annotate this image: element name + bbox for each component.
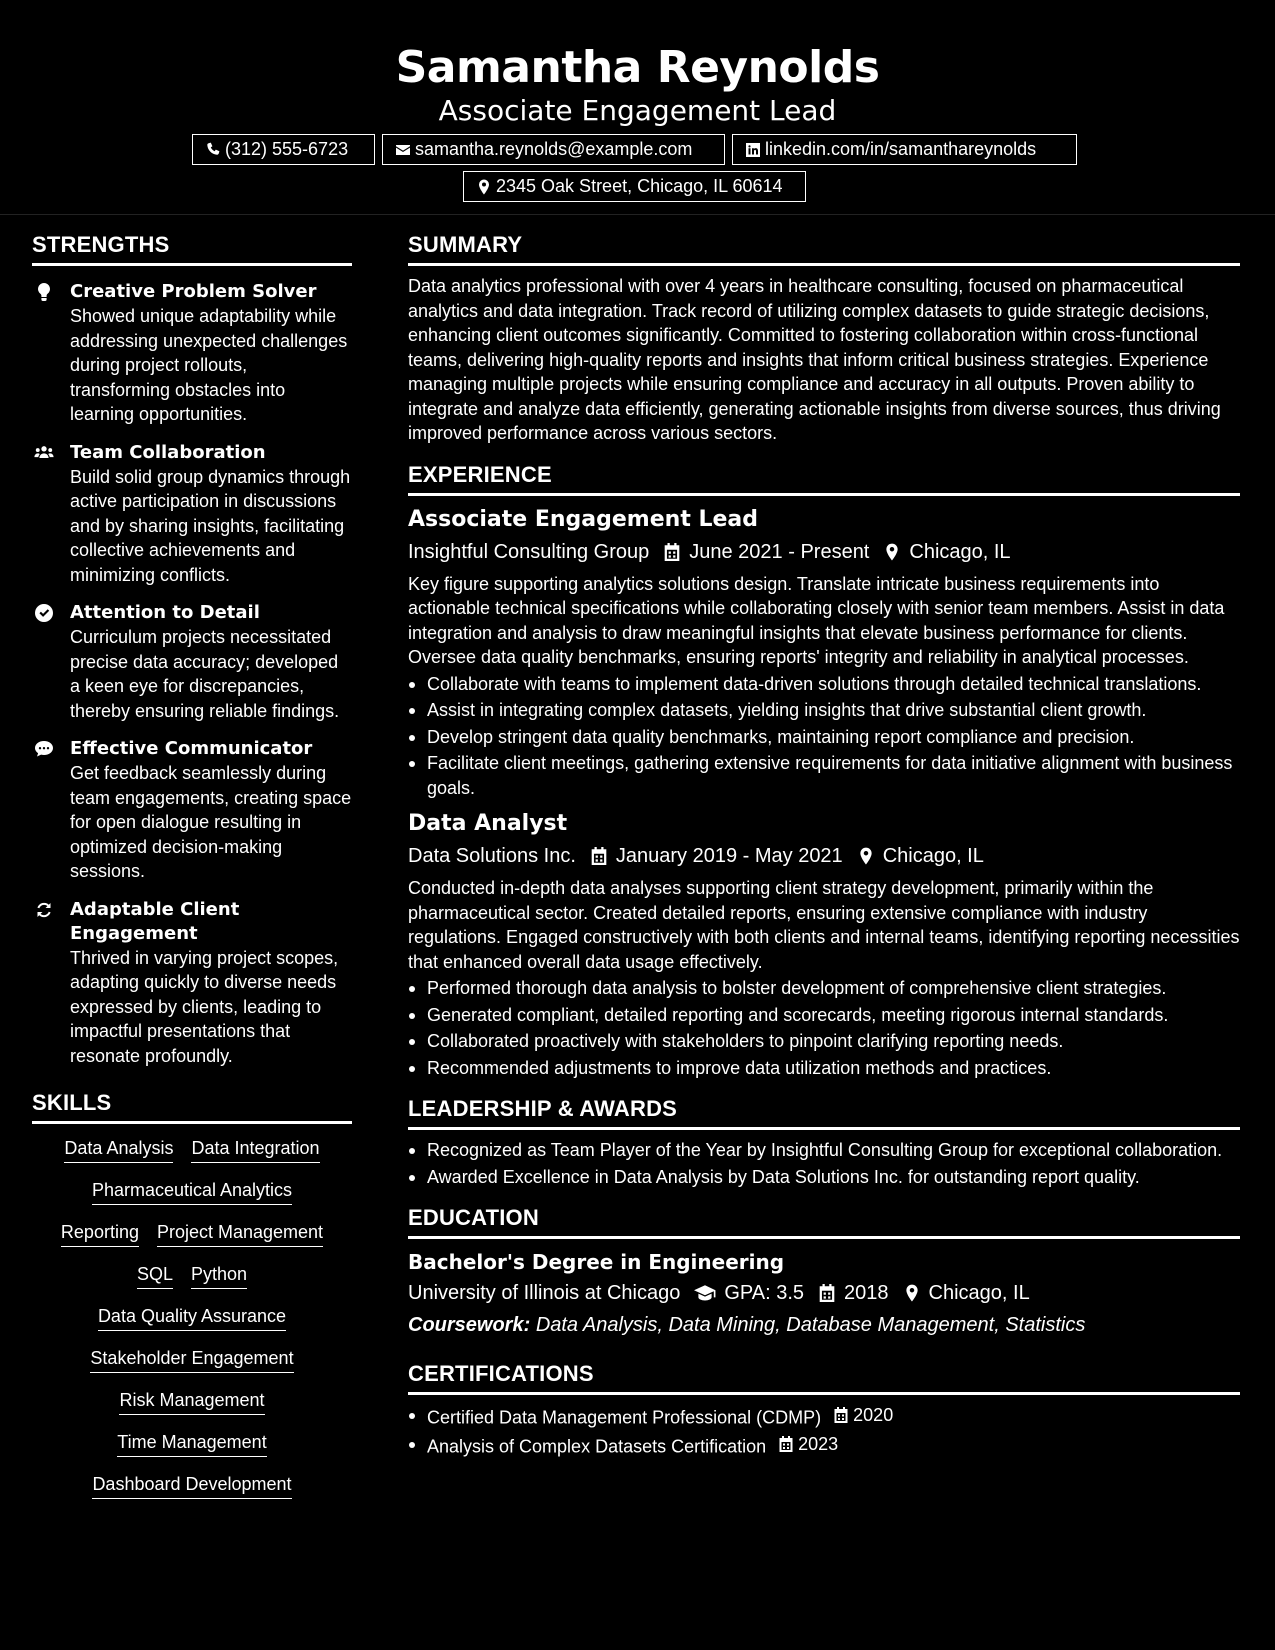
candidate-title: Associate Engagement Lead — [438, 94, 837, 127]
map-marker-icon — [857, 847, 875, 865]
job-description: Key figure supporting analytics solutions design. Translate intricate business requirements into actionable technical specifications while collaborating closely with senior team members. Assist in data integration and analysis to draw meaningful insights that elevate business performance for clients. Oversee data quality benchmarks, ensuring reports' integrity and reliability in analytical processes. — [408, 573, 1225, 667]
skill-row — [32, 1262, 352, 1289]
education-location: Chicago, IL — [928, 1282, 1030, 1304]
phone-icon — [205, 142, 221, 158]
map-marker-icon — [903, 1284, 921, 1302]
job-location: Chicago, IL — [882, 845, 984, 867]
calendar-icon — [833, 1407, 849, 1423]
skill-tag: Project Management — [157, 1220, 323, 1247]
awards-heading: LEADERSHIP & AWARDS — [408, 1096, 1240, 1130]
certification-name: Certified Data Management Professional (CDMP) — [427, 1407, 822, 1428]
strength-title: Creative Problem Solver — [70, 281, 317, 302]
users-icon — [34, 443, 54, 463]
coursework-list: Data Analysis, Data Mining, Database Management, Statistics — [535, 1314, 1086, 1336]
skill-row — [32, 1304, 352, 1331]
job-bullet: Assist in integrating complex datasets, yielding insights that drive substantial client growth. — [408, 698, 1240, 723]
skill-tag: Stakeholder Engagement — [90, 1346, 293, 1373]
certification-year-wrap — [833, 1403, 893, 1428]
job-title: Data Analyst — [408, 811, 568, 836]
skill-tag: SQL — [137, 1262, 173, 1289]
awards-list — [408, 1138, 1240, 1189]
skill-tag: Python — [191, 1262, 247, 1289]
candidate-name: Samantha Reynolds — [395, 42, 880, 93]
certification-year: 2023 — [798, 1433, 839, 1454]
skill-tag: Reporting — [61, 1220, 139, 1247]
skill-row — [32, 1136, 352, 1163]
check-circle-icon — [34, 603, 54, 623]
skill-tag: Data Quality Assurance — [98, 1304, 286, 1331]
job-bullet: Develop stringent data quality benchmarks, maintaining report compliance and precision. — [408, 725, 1240, 750]
job-company: Data Solutions Inc. — [408, 845, 576, 867]
skill-tag: Time Management — [117, 1430, 266, 1457]
strength-desc: Showed unique adaptability while addressing unexpected challenges during project rollouts, transforming obstacles into learning opportunities. — [70, 306, 348, 424]
job-bullet: Generated compliant, detailed reporting and scorecards, meeting rigorous internal standards. — [408, 1003, 1240, 1028]
resume-header — [0, 0, 1275, 215]
job-bullet: Collaborated proactively with stakeholders to pinpoint clarifying reporting needs. — [408, 1029, 1240, 1054]
skill-row — [32, 1388, 352, 1415]
job-bullets — [408, 976, 1240, 1080]
skill-row — [32, 1430, 352, 1457]
certifications-heading: CERTIFICATIONS — [408, 1361, 1240, 1395]
job-entry — [408, 506, 1240, 801]
skill-tag: Data Integration — [191, 1136, 319, 1163]
linkedin-icon — [745, 142, 761, 158]
email-text: samantha.reynolds@example.com — [415, 139, 693, 159]
award-item: Awarded Excellence in Data Analysis by Data Solutions Inc. for outstanding report quality. — [408, 1165, 1240, 1190]
address-text: 2345 Oak Street, Chicago, IL 60614 — [496, 176, 783, 196]
calendar-icon — [778, 1436, 794, 1452]
certification-item — [408, 1432, 1240, 1459]
calendar-icon — [590, 847, 608, 865]
comment-icon — [34, 739, 54, 759]
summary-heading: SUMMARY — [408, 232, 1240, 266]
education-gpa: GPA: 3.5 — [724, 1282, 805, 1304]
education-coursework — [408, 1311, 1240, 1339]
job-meta — [408, 538, 1240, 566]
education-meta — [408, 1279, 1240, 1307]
job-company: Insightful Consulting Group — [408, 540, 650, 563]
graduation-cap-icon — [694, 1284, 716, 1302]
strength-item — [32, 280, 352, 427]
skill-row — [32, 1220, 352, 1247]
calendar-icon — [663, 543, 681, 561]
skill-row — [32, 1178, 352, 1205]
skills-heading: SKILLS — [32, 1090, 352, 1124]
skill-tag: Pharmaceutical Analytics — [92, 1178, 292, 1205]
strength-item — [32, 441, 352, 588]
strength-title: Effective Communicator — [70, 738, 313, 759]
job-title: Associate Engagement Lead — [408, 506, 759, 532]
job-dates: January 2019 - May 2021 — [615, 845, 843, 867]
education-school: University of Illinois at Chicago — [408, 1282, 681, 1304]
certification-year: 2020 — [853, 1405, 894, 1425]
strength-desc: Get feedback seamlessly during team engagements, creating space for open dialogue resulting in optimized decision-making sessions. — [70, 763, 352, 881]
skills-list — [32, 1136, 352, 1499]
job-bullet: Performed thorough data analysis to bolster development of comprehensive client strategies. — [408, 976, 1240, 1001]
certification-item — [408, 1403, 1240, 1430]
phone-text: (312) 555-6723 — [225, 139, 349, 159]
linkedin-text: linkedin.com/in/samanthareynolds — [765, 139, 1037, 159]
strengths-heading: STRENGTHS — [32, 232, 352, 266]
job-bullet: Facilitate client meetings, gathering extensive requirements for data initiative alignment with business goals. — [408, 751, 1240, 800]
education-degree: Bachelor's Degree in Engineering — [408, 1250, 785, 1274]
strength-title: Adaptable Client Engagement — [70, 898, 240, 944]
skill-tag: Risk Management — [119, 1388, 264, 1415]
education-year: 2018 — [844, 1282, 889, 1304]
email-contact[interactable] — [382, 134, 725, 165]
linkedin-contact[interactable] — [732, 134, 1077, 165]
coursework-label: Coursework: — [408, 1314, 531, 1336]
map-marker-icon — [476, 179, 492, 195]
map-marker-icon — [883, 543, 901, 561]
left-column — [32, 232, 352, 1514]
job-bullets — [408, 672, 1240, 801]
job-bullet: Recommended adjustments to improve data utilization methods and practices. — [408, 1056, 1240, 1081]
certification-name: Analysis of Complex Datasets Certification — [427, 1436, 767, 1456]
right-column — [408, 232, 1240, 1461]
envelope-icon — [395, 142, 411, 158]
job-meta — [408, 842, 1240, 870]
education-heading: EDUCATION — [408, 1205, 1240, 1239]
job-description: Conducted in-depth data analyses supporting client strategy development, primarily within the pharmaceutical sector. Created detailed reports, ensuring extensive compliance with industry regulations. Engaged constructively with both clients and internal teams, identifying reporting necessities that enhanced overall data usage effectively. — [408, 878, 1240, 972]
strength-title: Attention to Detail — [70, 602, 260, 623]
skill-row — [32, 1346, 352, 1373]
job-location: Chicago, IL — [909, 540, 1011, 563]
strength-item — [32, 737, 352, 884]
strength-desc: Thrived in varying project scopes, adapting quickly to diverse needs expressed by clients, leading to impactful presentations that resonate profoundly. — [70, 947, 339, 1066]
certification-year-wrap — [778, 1432, 838, 1457]
skill-row — [32, 1472, 352, 1499]
address-contact — [463, 171, 806, 202]
skill-tag: Data Analysis — [64, 1136, 173, 1163]
lightbulb-icon — [34, 282, 54, 302]
certifications-list — [408, 1403, 1240, 1459]
strength-desc: Curriculum projects necessitated precise data accuracy; developed a keen eye for discrepancies, thereby ensuring reliable findings. — [70, 627, 340, 721]
award-item: Recognized as Team Player of the Year by Insightful Consulting Group for exceptional collaboration. — [408, 1138, 1240, 1163]
job-entry — [408, 810, 1240, 1080]
experience-heading: EXPERIENCE — [408, 462, 1240, 496]
strength-item — [32, 601, 352, 723]
sync-icon — [34, 900, 54, 920]
phone-contact[interactable] — [192, 134, 375, 165]
skill-tag: Dashboard Development — [92, 1472, 291, 1499]
calendar-icon — [818, 1284, 836, 1302]
strength-item — [32, 898, 352, 1069]
strength-title: Team Collaboration — [70, 441, 266, 463]
job-bullet: Collaborate with teams to implement data-driven solutions through detailed technical translations. — [408, 672, 1240, 697]
job-dates: June 2021 - Present — [689, 540, 870, 563]
strength-desc: Build solid group dynamics through active participation in discussions and by sharing insights, facilitating collective achievements and minimizing conflicts. — [70, 466, 351, 585]
summary-text: Data analytics professional with over 4 years in healthcare consulting, focused on pharmaceutical analytics and data integration. Track record of utilizing complex datasets to guide strategic decisions, enhancing client outcomes significantly. Committed to fostering collaboration within cross-functional teams, delivering high-quality reports and insights that inform critical business strategies. Experience managing multiple projects while ensuring compliance and accuracy in all outputs. Proven ability to integrate and analyze data efficiently, generating actionable insights from diverse sources, thus driving improved performance across various sectors. — [408, 276, 1221, 443]
